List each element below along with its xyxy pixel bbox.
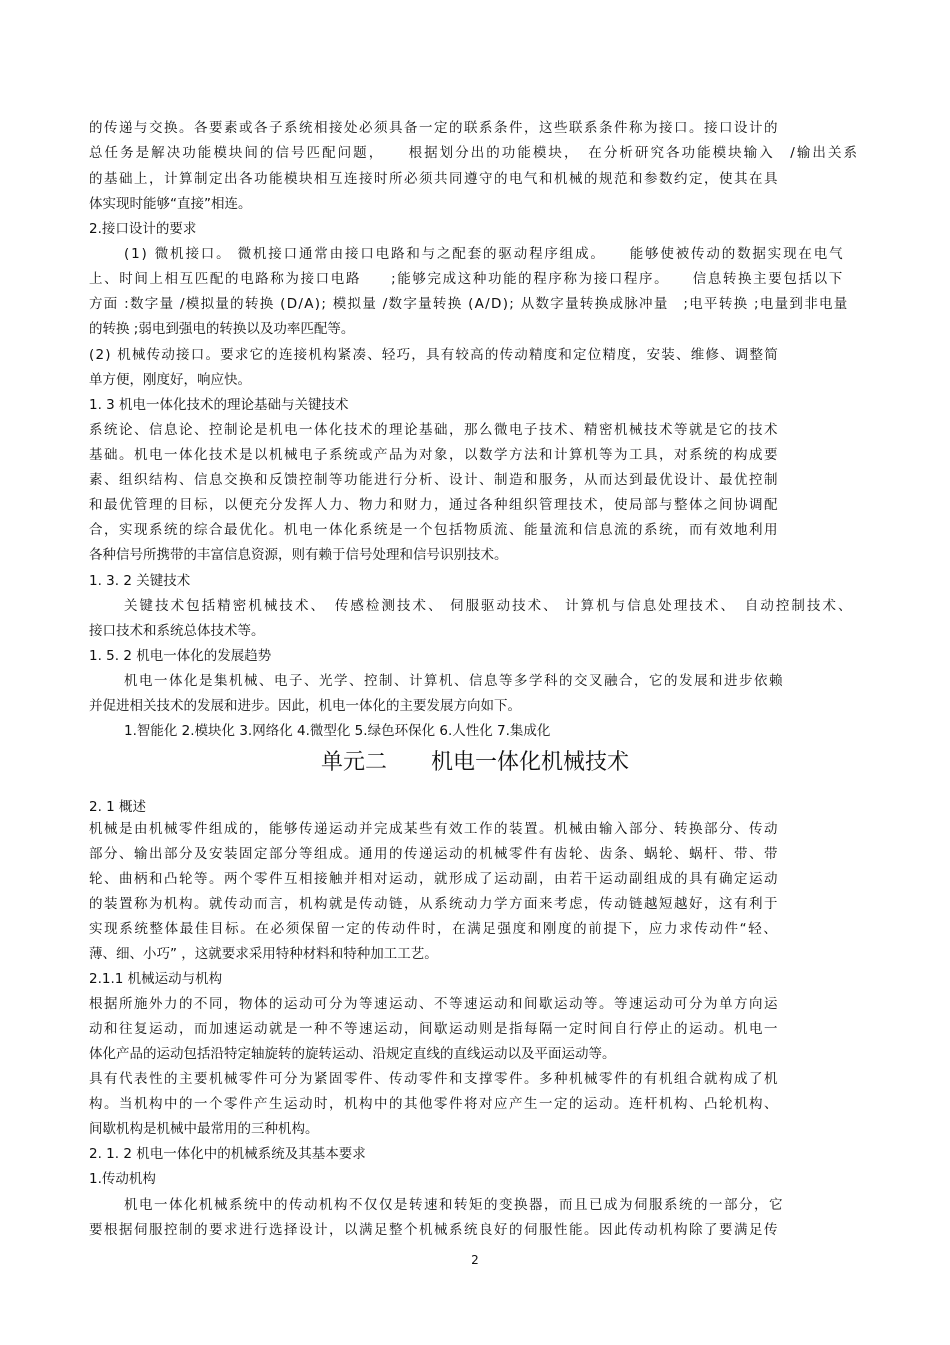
text-line: (2) 机械传动接口。要求它的连接机构紧凑、轻巧，具有较高的传动精度和定位精度，安装、维修、调整简 [89, 347, 779, 363]
text-line: 轮、曲柄和凸轮等。两个零件互相接触并相对运动，就形成了运动副，由若干运动副组成的具有确定运动 [89, 871, 779, 887]
section-heading: 2. 1 概述 [89, 799, 147, 815]
text-line: 体实现时能够“直接”相连。 [89, 196, 252, 212]
text-line: 单方便，刚度好，响应快。 [89, 372, 251, 388]
text-line: 并促进相关技术的发展和进步。因此，机电一体化的主要发展方向如下。 [89, 698, 521, 714]
text-line: 系统论、信息论、控制论是机电一体化技术的理论基础，那么微电子技术、精密机械技术等就是它的技术 [89, 422, 779, 438]
page-number: 2 [471, 1253, 479, 1267]
text-line: 总任务是解决功能模块间的信号匹配问题， 根据划分出的功能模块， 在分析研究各功能模块输入 /输出关系 [89, 145, 860, 161]
section-heading: 1.传动机构 [89, 1171, 156, 1187]
text-line: 部分、输出部分及安装固定部分等组成。通用的传递运动的机械零件有齿轮、齿条、蜗轮、蜗杆、带、带 [89, 846, 779, 862]
section-heading: 2. 1. 2 机电一体化中的机械系统及其基本要求 [89, 1146, 366, 1162]
text-line: 的传递与交换。各要素或各子系统相接处必须具备一定的联系条件，这些联系条件称为接口。接口设计的 [89, 120, 779, 136]
text-line: 具有代表性的主要机械零件可分为紧固零件、传动零件和支撑零件。多种机械零件的有机组合就构成了机 [89, 1071, 779, 1087]
text-line: 素、组织结构、信息交换和反馈控制等功能进行分析、设计、制造和服务，从而达到最优设计、最优控制 [89, 472, 779, 488]
unit-title: 单元二 机电一体化机械技术 [320, 750, 629, 775]
section-heading: 2.1.1 机械运动与机构 [89, 971, 223, 987]
text-line: 合，实现系统的综合最优化。机电一体化系统是一个包括物质流、能量流和信息流的系统，而有效地利用 [89, 522, 779, 538]
text-line: 薄、细、小巧” ，这就要求采用特种材料和特种加工工艺。 [89, 946, 438, 962]
text-line: 要根据伺服控制的要求进行选择设计，以满足整个机械系统良好的伺服性能。因此传动机构除了要满足传 [89, 1222, 779, 1238]
text-line: (1) 微机接口。 微机接口通常由接口电路和与之配套的驱动程序组成。 能够使被传动的数据实现在电气 [124, 246, 845, 262]
text-line: 动和往复运动，而加速运动就是一种不等速运动，间歇运动则是指每隔一定时间自行停止的运动。机电一 [89, 1021, 779, 1037]
text-line: 接口技术和系统总体技术等。 [89, 623, 265, 639]
text-line: 实现系统整体最佳目标。在必须保留一定的传动件时，在满足强度和刚度的前提下，应力求传动件“轻、 [89, 921, 779, 937]
text-line: 上、时间上相互匹配的电路称为接口电路 ;能够完成这种功能的程序称为接口程序。 信息转换主要包括以下 [89, 271, 844, 287]
text-line: 和最优管理的目标，以便充分发挥人力、物力和财力，通过各种组织管理技术，使局部与整体之间协调配 [89, 497, 779, 513]
text-line: 基础。机电一体化技术是以机械电子系统或产品为对象，以数学方法和计算机等为工具，对系统的构成要 [89, 447, 779, 463]
trend-list: 1.智能化 2.模块化 3.网络化 4.微型化 5.绿色环保化 6.人性化 7.集成化 [124, 723, 551, 739]
text-line: 关键技术包括精密机械技术、 传感检测技术、 伺服驱动技术、 计算机与信息处理技术、 自动控制技术、 [124, 598, 854, 614]
text-line: 的装置称为机构。就传动而言，机构就是传动链，从系统动力学方面来考虑，传动链越短越好，这有利于 [89, 896, 779, 912]
section-heading: 1. 3 机电一体化技术的理论基础与关键技术 [89, 397, 349, 413]
section-heading: 2.接口设计的要求 [89, 221, 197, 237]
section-heading: 1. 5. 2 机电一体化的发展趋势 [89, 648, 272, 664]
text-line: 机电一体化是集机械、电子、光学、控制、计算机、信息等多学科的交叉融合，它的发展和进步依赖 [124, 673, 784, 689]
text-line: 根据所施外力的不同，物体的运动可分为等速运动、不等速运动和间歇运动等。等速运动可分为单方向运 [89, 996, 779, 1012]
text-line: 间歇机构是机械中最常用的三种机构。 [89, 1121, 319, 1137]
text-line: 机电一体化机械系统中的传动机构不仅仅是转速和转矩的变换器，而且已成为伺服系统的一部分，它 [124, 1197, 784, 1213]
section-heading: 1. 3. 2 关键技术 [89, 573, 191, 589]
text-line: 体化产品的运动包括沿特定轴旋转的旋转运动、沿规定直线的直线运动以及平面运动等。 [89, 1046, 616, 1062]
text-line: 构。当机构中的一个零件产生运动时，机构中的其他零件将对应产生一定的运动。连杆机构、凸轮机构、 [89, 1096, 779, 1112]
text-line: 的转换 ;弱电到强电的转换以及功率匹配等。 [89, 321, 355, 337]
text-line: 各种信号所携带的丰富信息资源，则有赖于信号处理和信号识别技术。 [89, 547, 508, 563]
text-line: 的基础上，计算制定出各功能模块相互连接时所必须共同遵守的电气和机械的规范和参数约定，使其在具 [89, 171, 779, 187]
text-line: 机械是由机械零件组成的，能够传递运动并完成某些有效工作的装置。机械由输入部分、转换部分、传动 [89, 821, 779, 837]
text-line: 方面 :数字量 /模拟量的转换 (D/A); 模拟量 /数字量转换 (A/D); 从数字量转换成脉冲量 ;电平转换 ;电量到非电量 [89, 296, 849, 312]
